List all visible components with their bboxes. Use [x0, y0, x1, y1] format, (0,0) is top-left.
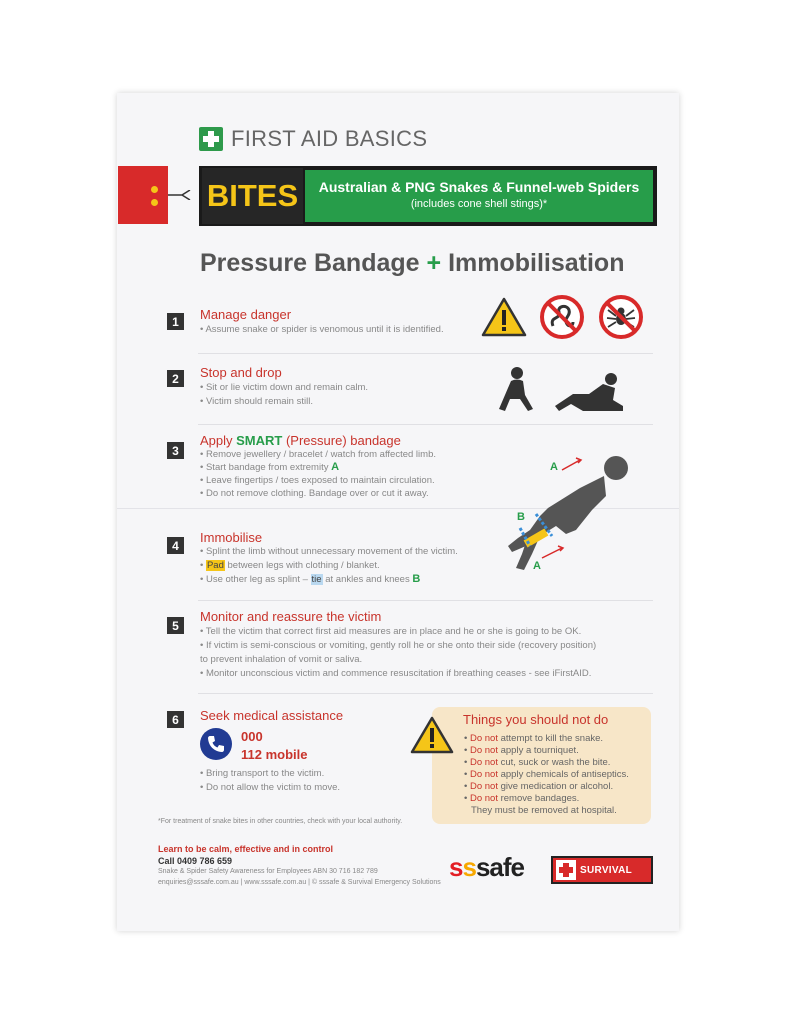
- banner-line1: Australian & PNG Snakes & Funnel-web Spiders: [318, 179, 640, 195]
- tip-neg: Do not: [469, 793, 498, 804]
- tip-item: • Do not cut, suck or wash the bite.: [464, 757, 611, 768]
- label-a-bottom: A: [533, 560, 541, 572]
- divider: [198, 693, 653, 694]
- phone-contact: Call 0409 786 659: [158, 856, 233, 866]
- step-bullet: • Sit or lie victim down and remain calm.: [200, 382, 369, 393]
- step-bullet: • Do not allow the victim to move.: [200, 782, 341, 793]
- pad-highlight: Pad: [206, 560, 224, 571]
- divider: [198, 600, 653, 601]
- tip-item: • Do not give medication or alcohol.: [464, 781, 614, 792]
- tip-item: • Do not attempt to kill the snake.: [464, 733, 604, 744]
- step-number: 5: [167, 617, 184, 634]
- tip-item: • Do not apply chemicals of antiseptics.: [464, 769, 629, 780]
- banner-line2: (includes cone shell stings)*: [410, 198, 548, 210]
- logo-s1: s: [449, 852, 463, 882]
- mobile-emergency-number: 112 mobile: [241, 747, 308, 762]
- step-bullet: • If victim is semi-conscious or vomiting, gently roll he or she onto their side (recovery position): [200, 640, 597, 651]
- heading-part1: Pressure Bandage: [200, 249, 420, 277]
- step-bullet: • Bring transport to the victim.: [200, 768, 325, 779]
- label-a-top: A: [550, 461, 558, 473]
- title-part: (Pressure) bandage: [282, 433, 401, 448]
- step-bullet: • Remove jewellery / bracelet / watch from affected limb.: [200, 449, 436, 460]
- heading-part2: Immobilisation: [448, 249, 625, 277]
- no-spider-icon: [598, 294, 644, 340]
- survival-cross-icon: [556, 860, 576, 880]
- step-bullet: [200, 573, 420, 587]
- banner-subtitle: [305, 170, 653, 222]
- fang-dot: [151, 186, 158, 193]
- tips-title: Things you should not do: [463, 712, 609, 727]
- bullet-text: •: [200, 560, 206, 571]
- step-bullet: • Tell the victim that correct first aid measures are in place and he or she is going to be OK.: [200, 626, 582, 637]
- bullet-text: • Use other leg as splint –: [200, 574, 311, 585]
- tip-item: • Do not apply a tourniquet.: [464, 745, 579, 756]
- step-bullet: [200, 461, 339, 475]
- tip-neg: Do not: [469, 733, 498, 744]
- step-bullet: to prevent inhalation of vomit or saliva.: [200, 654, 363, 665]
- step-bullet: • Assume snake or spider is venomous until it is identified.: [200, 324, 444, 335]
- bites-label: BITES: [202, 168, 303, 224]
- step-bullet: • Leave fingertips / toes exposed to maintain circulation.: [200, 475, 435, 486]
- logo-rest: safe: [475, 852, 524, 882]
- poster-title: FIRST AID BASICS: [231, 126, 428, 151]
- label-a: A: [331, 461, 340, 473]
- step-number: 3: [167, 442, 184, 459]
- bite-marks-box: [118, 166, 168, 224]
- tip-text: attempt to kill the snake.: [497, 733, 604, 744]
- survival-text: SURVIVAL: [580, 864, 633, 876]
- step-title: Seek medical assistance: [200, 708, 344, 723]
- title-row: [199, 126, 427, 152]
- step-title: Stop and drop: [200, 365, 282, 380]
- tip-neg: Do not: [469, 745, 498, 756]
- step-number: 6: [167, 711, 184, 728]
- contact-line: enquiries@sssafe.com.au | www.sssafe.com.au | © sssafe & Survival Emergency Solutions: [158, 879, 441, 886]
- bullet-text: at ankles and knees: [322, 574, 410, 585]
- divider: [198, 353, 653, 354]
- footnote: *For treatment of snake bites in other countries, check with your local authority.: [158, 818, 403, 825]
- step-title: Manage danger: [200, 307, 292, 322]
- heading-plus: +: [426, 249, 442, 277]
- tagline: Learn to be calm, effective and in control: [158, 844, 334, 854]
- step-bullet: • Splint the limb without unnecessary movement of the victim.: [200, 546, 458, 557]
- tip-item: • Do not remove bandages.: [464, 793, 580, 804]
- bullet-text: between legs with clothing / blanket.: [224, 560, 380, 571]
- first-aid-cross-icon: [199, 127, 223, 151]
- step-number: 4: [167, 537, 184, 554]
- step-title: Monitor and reassure the victim: [200, 609, 382, 624]
- step-bullet: • Monitor unconscious victim and commence resuscitation if breathing ceases - see iFirstAID.: [200, 668, 592, 679]
- connector-icon: [168, 190, 192, 200]
- divider: [198, 424, 653, 425]
- tip-text: apply chemicals of antiseptics.: [497, 769, 629, 780]
- step-bullet: • Do not remove clothing. Bandage over or cut it away.: [200, 488, 429, 499]
- tip-text: remove bandages.: [497, 793, 580, 804]
- survival-logo: [551, 856, 653, 884]
- main-heading: [200, 249, 624, 278]
- phone-icon: [200, 728, 232, 760]
- tip-neg: Do not: [469, 769, 498, 780]
- no-snake-icon: [539, 294, 585, 340]
- tip-text: apply a tourniquet.: [497, 745, 579, 756]
- tip-neg: Do not: [469, 757, 498, 768]
- step-title: Immobilise: [200, 530, 263, 545]
- tie-highlight: tie: [311, 574, 322, 585]
- title-part: Apply: [200, 433, 237, 448]
- bullet-text: • Start bandage from extremity: [200, 462, 329, 473]
- step-title: [200, 433, 401, 448]
- step-number: 2: [167, 370, 184, 387]
- step-bullet: [200, 559, 380, 573]
- sitting-person-icon: [495, 365, 539, 415]
- fang-dot: [151, 199, 158, 206]
- emergency-number: 000: [241, 729, 263, 744]
- company-line: Snake & Spider Safety Awareness for Employees ABN 30 716 182 789: [158, 868, 378, 875]
- tip-text: give medication or alcohol.: [497, 781, 614, 792]
- tip-last-line: They must be removed at hospital.: [471, 805, 617, 816]
- warning-icon: [481, 296, 527, 338]
- step-bullet: • Victim should remain still.: [200, 396, 313, 407]
- tip-text: cut, suck or wash the bite.: [497, 757, 611, 768]
- logo-s2: s: [462, 852, 476, 882]
- smart-label: SMART: [236, 433, 283, 448]
- lying-person-icon: [553, 370, 627, 412]
- warning-icon: [410, 715, 454, 755]
- label-b-inline: B: [412, 573, 421, 585]
- step-number: 1: [167, 313, 184, 330]
- sssafe-logo: [449, 852, 524, 883]
- label-b: B: [517, 511, 525, 523]
- tip-neg: Do not: [469, 781, 498, 792]
